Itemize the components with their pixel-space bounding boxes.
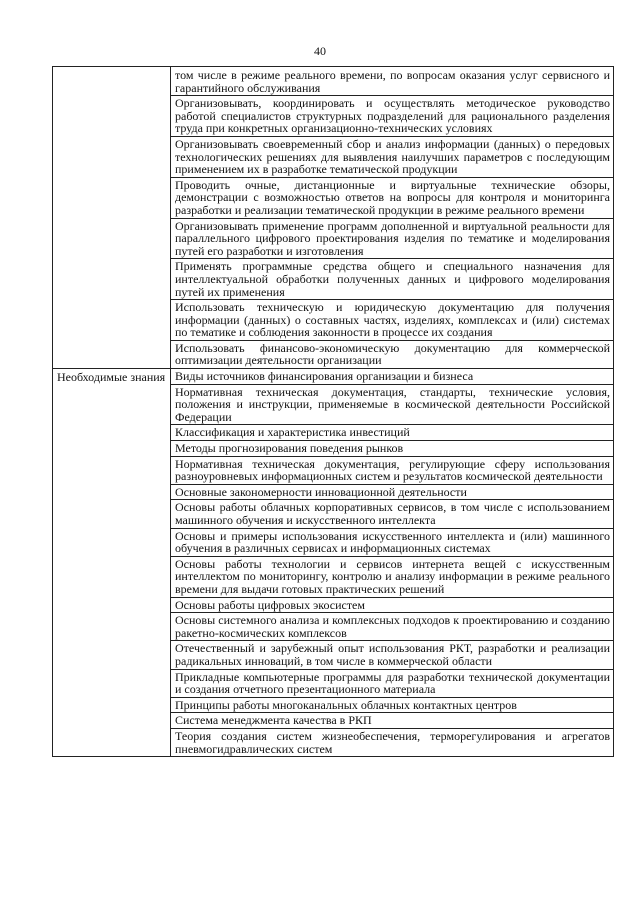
section-label-required-knowledge: Необходимые знания	[53, 369, 171, 757]
page-number: 40	[314, 44, 326, 58]
table-cell-text: Применять программные средства общего и специального назначения для интеллектуальной обработки полученных данных и цифрового моделирования путей их применения	[171, 259, 614, 300]
table-cell-text: Организовывать, координировать и осуществлять методическое руководство работой специалистов структурных подразделений для рационального разделения труда при конкретных организационно-технических условиях	[171, 96, 614, 137]
table-row	[53, 369, 614, 385]
table-cell-text: Основы работы облачных корпоративных сервисов, в том числе с использованием машинного обучения и искусственного интеллекта	[171, 500, 614, 528]
section-label-cell-abilities-continued	[53, 67, 171, 369]
table-cell-text: Основы и примеры использования искусственного интеллекта и (или) машинного обучения в различных сервисах и информационных системах	[171, 528, 614, 556]
qualification-table-body	[53, 67, 614, 757]
table-cell-text: Виды источников финансирования организации и бизнеса	[171, 369, 614, 385]
table-cell-text: Прикладные компьютерные программы для разработки технической документации и создания отчетного презентационного материала	[171, 669, 614, 697]
table-cell-text: Классификация и характеристика инвестиций	[171, 425, 614, 441]
table-cell-text: Теория создания систем жизнеобеспечения, терморегулирования и агрегатов пневмогидравлических систем	[171, 728, 614, 756]
table-cell-text: Организовывать своевременный сбор и анализ информации (данных) о передовых технологических решениях для выявления наилучших параметров с последующим применением их в разработке тематической продукции	[171, 136, 614, 177]
table-row	[53, 67, 614, 96]
qualification-table	[52, 66, 614, 757]
table-cell-text: Принципы работы многоканальных облачных контактных центров	[171, 697, 614, 713]
table-cell-text: Система менеджмента качества в РКП	[171, 713, 614, 729]
table-cell-text: Использовать финансово-экономическую документацию для коммерческой оптимизации деятельности организации	[171, 340, 614, 368]
table-cell-text: Отечественный и зарубежный опыт использования РКТ, разработки и реализации радикальных инноваций, в том числе в коммерческой области	[171, 641, 614, 669]
table-cell-text: Нормативная техническая документация, стандарты, технические условия, положения и инструкции, применяемые в космической деятельности Российской Федерации	[171, 384, 614, 425]
table-cell-text: Основы работы технологии и сервисов интернета вещей с искусственным интеллектом по мониторингу, контролю и анализу информации в режиме реального времени для выдачи готовых практических решений	[171, 556, 614, 597]
table-cell-text: Использовать техническую и юридическую документацию для получения информации (данных) о составных частях, изделиях, комплексах и (или) системах по тематике и соблюдения законности в процессе их создания	[171, 300, 614, 341]
table-cell-text: Организовывать применение программ дополненной и виртуальной реальности для параллельного цифрового проектирования изделия по тематике и моделирования путей его разработки и изготовления	[171, 218, 614, 259]
table-cell-text: Основы системного анализа и комплексных подходов к проектированию и созданию ракетно-космических комплексов	[171, 613, 614, 641]
table-cell-text: Проводить очные, дистанционные и виртуальные технические обзоры, демонстрации с возможностью ответов на вопросы для контроля и мониторинга разработки и реализации тематической продукции в режиме реального времени	[171, 177, 614, 218]
table-cell-text: Основы работы цифровых экосистем	[171, 597, 614, 613]
table-cell-text: Нормативная техническая документация, регулирующие сферу использования разноуровневых информационных систем и результатов космической деятельности	[171, 456, 614, 484]
table-cell-text: Методы прогнозирования поведения рынков	[171, 441, 614, 457]
table-cell-text: том числе в режиме реального времени, по вопросам оказания услуг сервисного и гарантийного обслуживания	[171, 67, 614, 96]
table-cell-text: Основные закономерности инновационной деятельности	[171, 484, 614, 500]
